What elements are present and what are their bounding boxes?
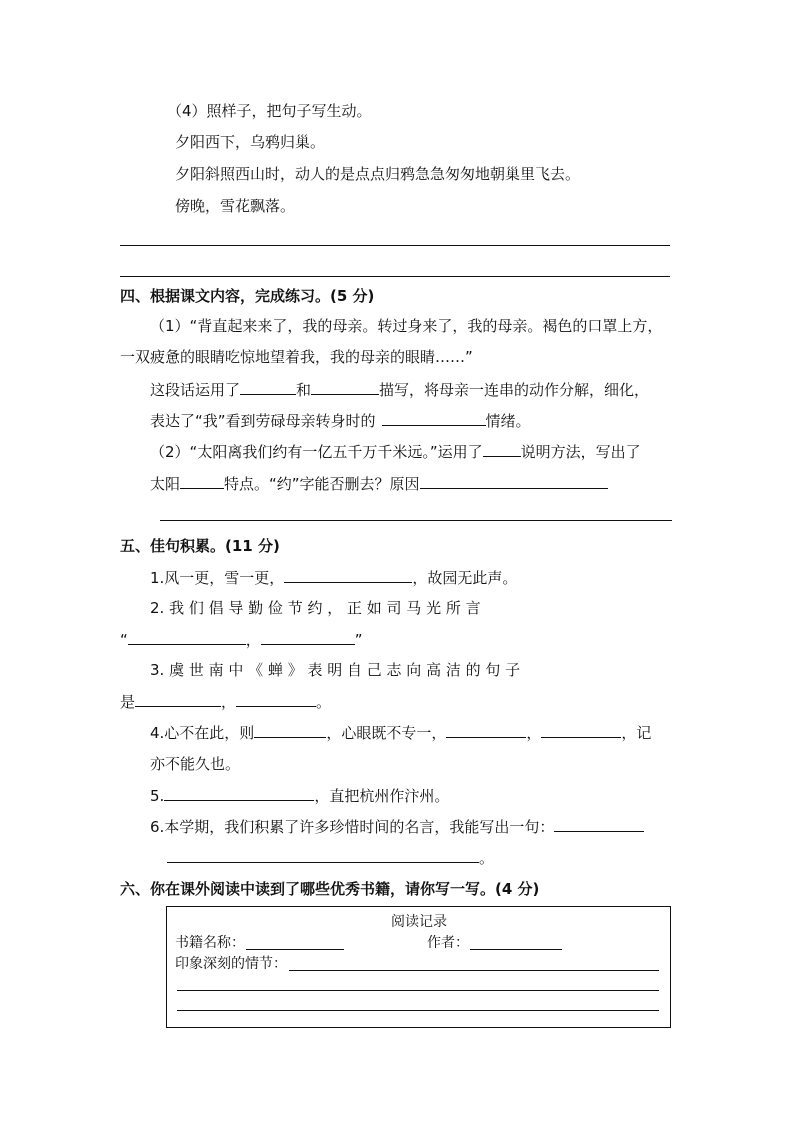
section4-q2-line2 [150,473,608,494]
text: ” [354,631,363,649]
section4-q1-line2: 一双疲惫的眼睛吃惊地望着我，我的母亲的眼睛……” [120,348,473,366]
text: 。 [479,849,495,867]
text: 特点。“约”字能否删去？原因 [224,475,420,493]
text: 是 [120,693,136,711]
text: 太阳 [150,475,181,493]
book-name-label: 书籍名称： [175,935,245,951]
text: 情绪。 [485,412,531,430]
text: 描写，将母亲一连串的动作分解，细化， [379,381,650,399]
section5-item3-line2 [120,691,331,712]
section5-item2-line1 [150,598,674,618]
fill-blank[interactable] [164,785,314,801]
task4-exercise: 傍晚，雪花飘落。 [175,197,296,215]
fill-blank[interactable] [420,473,608,489]
task4-example-vivid: 夕阳斜照西山时，动人的是点点归鸦急急匆匆地朝巢里飞去。 [175,165,581,183]
section4-heading: 四、根据课文内容，完成练习。(5 分) [120,287,375,305]
fill-blank[interactable] [180,473,224,489]
fill-blank[interactable] [382,410,486,426]
section5-item2-line2 [120,629,363,650]
text: 4.心不在此，则 [150,724,255,742]
section6-heading: 六、你在课外阅读中读到了哪些优秀书籍，请你写一写。(4 分) [120,880,540,898]
fill-blank[interactable] [167,847,479,863]
task4-example-plain: 夕阳西下，乌鸦归巢。 [175,133,326,151]
text: ，直把杭州作汴州。 [314,787,450,805]
text: ， [245,631,261,649]
text: 1.风一更，雪一更， [150,569,285,587]
answer-line[interactable] [120,245,670,246]
section5-item5 [150,785,449,806]
text: ， [526,724,542,742]
section4-q1-line3 [150,379,649,400]
fill-blank[interactable] [541,722,621,738]
section5-item4-line1 [150,722,651,743]
fill-blank[interactable] [311,379,379,395]
text: 3. 虞 世 南 中 《 蝉 》 表 明 自 己 志 向 高 洁 的 句 子 [150,661,521,679]
text: 。 [316,693,332,711]
text: ， [221,693,237,711]
section4-q1-line4 [150,410,531,431]
fill-blank[interactable] [240,379,296,395]
section5-item4-line2: 亦不能久也。 [150,755,241,773]
section5-heading: 五、佳句积累。(11 分) [120,537,280,555]
section4-q2-line1 [150,441,641,462]
author-field[interactable] [470,949,562,950]
answer-line[interactable] [160,520,672,521]
plot-label: 印象深刻的情节： [175,956,287,972]
fill-blank[interactable] [254,722,326,738]
fill-blank[interactable] [483,441,521,457]
fill-blank[interactable] [554,816,644,832]
fill-blank[interactable] [446,722,526,738]
reading-record-title: 阅读记录 [391,914,447,930]
answer-line[interactable] [120,276,670,277]
section5-item6-line2 [167,847,494,868]
fill-blank[interactable] [128,629,246,645]
fill-blank[interactable] [284,567,412,583]
text: 这段话运用了 [150,381,241,399]
section5-item1 [150,567,517,588]
text: 5. [150,787,165,805]
text: ，故园无此声。 [412,569,518,587]
plot-field[interactable] [289,970,659,971]
plot-line[interactable] [177,990,659,991]
text: ，记 [621,724,652,742]
fill-blank[interactable] [261,629,355,645]
text: “ [120,631,128,649]
plot-line[interactable] [177,1010,659,1011]
task4-prompt: （4）照样子，把句子写生动。 [167,102,372,120]
author-label: 作者： [427,935,469,951]
reading-record-box [166,906,671,1028]
section5-item3-line1 [150,660,674,680]
section5-item6-line1 [150,816,644,837]
book-name-field[interactable] [246,949,344,950]
section4-q1-line1: （1）“背直起来来了，我的母亲。转过身来了，我的母亲。褐色的口罩上方， [150,317,663,335]
fill-blank[interactable] [135,691,221,707]
text: （2）“太阳离我们约有一亿五千万千米远。”运用了 [150,443,483,461]
text: ，心眼既不专一， [326,724,447,742]
text: 表达了“我”看到劳碌母亲转身时的 [150,412,376,430]
text: 说明方法，写出了 [520,443,641,461]
text: 2. 我 们 倡 导 勤 俭 节 约 ， 正 如 司 马 光 所 言 [150,599,481,617]
text: 6.本学期，我们积累了许多珍惜时间的名言，我能写出一句： [150,818,555,836]
fill-blank[interactable] [236,691,316,707]
text: 和 [296,381,312,399]
